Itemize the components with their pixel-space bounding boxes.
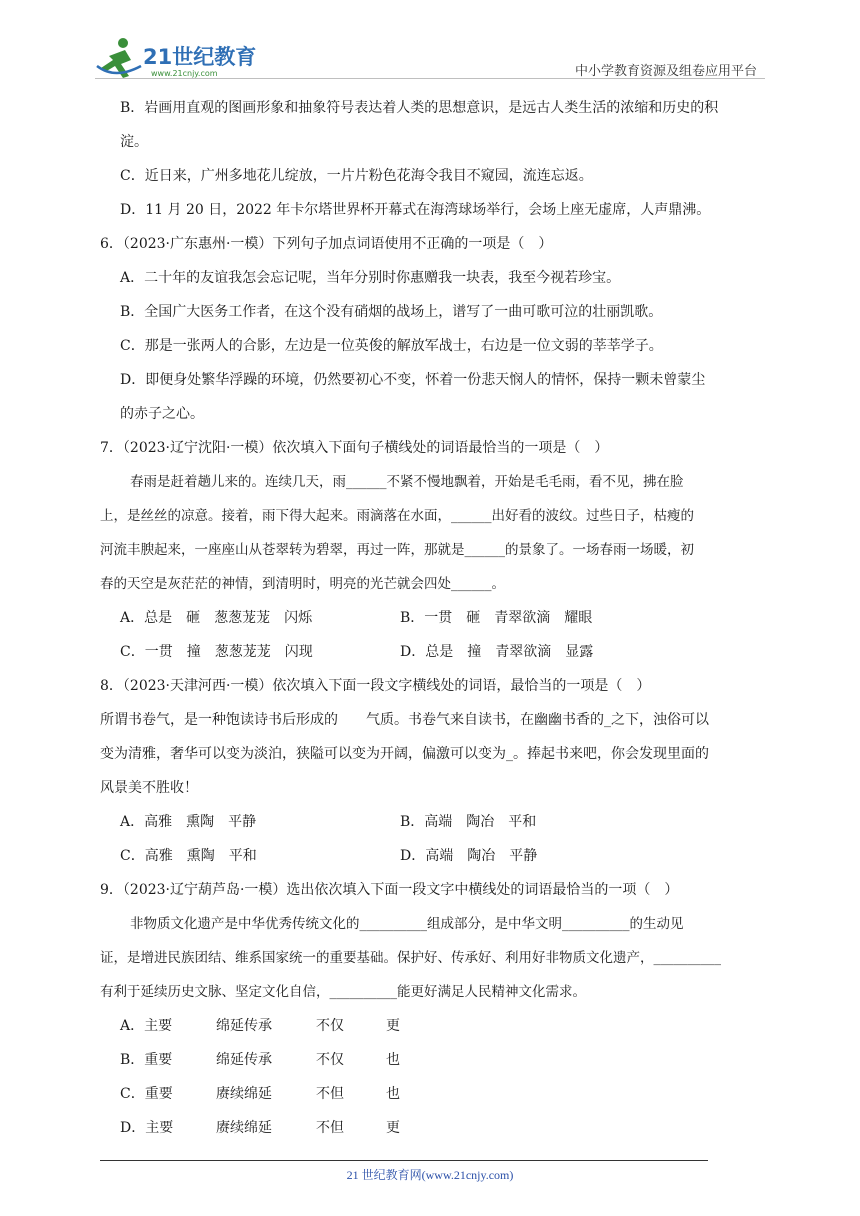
q9-option-cell: 绵延传承 (216, 1052, 272, 1068)
runner-icon (97, 38, 141, 78)
q9-option-cell: 不但 (316, 1086, 344, 1102)
q6-option-c: C．那是一张两人的合影，左边是一位英俊的解放军战士，右边是一位文弱的莘莘学子。 (120, 338, 663, 354)
q9-passage-line: 非物质文化遗产是中华优秀传统文化的__________组成部分，是中华文明__________的生动见 (130, 916, 684, 932)
q6-option-d-cont: 的赤子之心。 (120, 406, 204, 422)
q9-option-cell: 不仅 (316, 1018, 344, 1034)
q5-option-d: D．11 月 20 日，2022 年卡尔塔世界杯开幕式在海湾球场举行，会场上座无虚席，人声鼎沸。 (120, 202, 711, 218)
q9-option-row (100, 1050, 765, 1084)
page-header (95, 36, 765, 82)
q9-option-cell: 赓续绵延 (216, 1120, 272, 1136)
q8-options-row (100, 846, 765, 880)
q9-option-cell: 不仅 (316, 1052, 344, 1068)
q9-option-cell: 不但 (316, 1120, 344, 1136)
footer-link[interactable]: 21 世纪教育网(www.21cnjy.com) (346, 1168, 514, 1182)
q9-option-cell: B．重要 (120, 1052, 173, 1068)
q8-option-a: A．高雅 熏陶 平静 (120, 814, 257, 830)
q9-option-cell: 也 (386, 1086, 400, 1102)
q9-option-cell: A．主要 (120, 1018, 173, 1034)
q7-stem: 7．（2023·辽宁沈阳·一模）依次填入下面句子横线处的词语最恰当的一项是（ ） (100, 440, 609, 456)
q9-option-row (100, 1118, 765, 1152)
q5-option-b-cont: 淀。 (120, 134, 148, 150)
q9-option-row (100, 1016, 765, 1050)
q8-option-d: D．高端 陶冶 平静 (400, 848, 538, 864)
q7-passage-line: 河流丰腴起来，一座座山从苍翠转为碧翠，再过一阵，那就是______的景象了。一场春雨一场暖，初 (100, 542, 694, 558)
header-divider (95, 78, 765, 79)
q9-passage-line: 证，是增进民族团结、维系国家统一的重要基础。保护好、传承好、利用好非物质文化遗产，__________ (100, 950, 721, 966)
q5-option-c: C．近日来，广州多地花儿绽放，一片片粉色花海令我目不窥园，流连忘返。 (120, 168, 593, 184)
q7-passage-line: 上，是丝丝的凉意。接着，雨下得大起来。雨滴落在水面，______出好看的波纹。过些日子，枯瘦的 (100, 508, 694, 524)
q5-option-b: B．岩画用直观的图画形象和抽象符号表达着人类的思想意识，是远古人类生活的浓缩和历史的积 (120, 100, 719, 116)
q8-passage-line: 风景美不胜收！ (100, 780, 198, 796)
footer-divider (100, 1160, 708, 1161)
q9-option-cell: 也 (386, 1052, 400, 1068)
q9-option-cell: 绵延传承 (216, 1018, 272, 1034)
q8-option-b: B．高端 陶冶 平和 (400, 814, 537, 830)
q7-option-a: A．总是 砸 葱葱茏茏 闪烁 (120, 610, 313, 626)
q7-option-b: B．一贯 砸 青翠欲滴 耀眼 (400, 610, 593, 626)
logo-url: www.21cnjy.com (151, 69, 218, 78)
q6-stem: 6．（2023·广东惠州·一模）下列句子加点词语使用不正确的一项是（ ） (100, 236, 553, 252)
q6-option-d: D．即便身处繁华浮躁的环境，仍然要初心不变，怀着一份悲天悯人的情怀，保持一颗未曾蒙尘 (120, 372, 706, 388)
q7-passage-line: 春雨是赶着趟儿来的。连续几天，雨______不紧不慢地飘着，开始是毛毛雨，看不见，拂在脸 (130, 474, 684, 490)
q7-option-c: C．一贯 撞 葱葱茏茏 闪现 (120, 644, 313, 660)
q8-stem: 8．（2023·天津河西·一模）依次填入下面一段文字横线处的词语，最恰当的一项是（ ） (100, 678, 651, 694)
q9-option-cell: 赓续绵延 (216, 1086, 272, 1102)
q9-option-row (100, 1084, 765, 1118)
q7-option-d: D．总是 撞 青翠欲滴 显露 (400, 644, 594, 660)
q7-passage-line: 春的天空是灰茫茫的神情，到清明时，明亮的光芒就会四处______。 (100, 576, 505, 592)
logo-text: 21世纪教育 (143, 45, 257, 69)
site-logo (95, 36, 270, 80)
q8-option-c: C．高雅 熏陶 平和 (120, 848, 257, 864)
q6-option-b: B．全国广大医务工作者，在这个没有硝烟的战场上，谱写了一曲可歌可泣的壮丽凯歌。 (120, 304, 663, 320)
brand-text: 中小学教育资源及组卷应用平台 (574, 63, 757, 78)
q9-passage-line: 有利于延续历史文脉、坚定文化自信，__________能更好满足人民精神文化需求。 (100, 984, 586, 1000)
q9-option-cell: 更 (386, 1018, 400, 1034)
q9-stem: 9．（2023·辽宁葫芦岛·一模）选出依次填入下面一段文字中横线处的词语最恰当的一项（ ） (100, 882, 679, 898)
q9-option-cell: 更 (386, 1120, 400, 1136)
q8-passage-line: 所谓书卷气，是一种饱读诗书后形成的 气质。书卷气来自读书，在幽幽书香的_之下，浊俗可以 (100, 712, 709, 728)
q6-option-a: A．二十年的友谊我怎会忘记呢，当年分别时你惠赠我一块表，我至今视若珍宝。 (120, 270, 621, 286)
q7-options-row (100, 608, 765, 642)
q7-options-row (100, 642, 765, 676)
q8-passage-line: 变为清雅，奢华可以变为淡泊，狭隘可以变为开阔，偏激可以变为_。捧起书来吧，你会发现里面的 (100, 746, 709, 762)
q9-option-cell: D．主要 (120, 1120, 174, 1136)
q8-options-row (100, 812, 765, 846)
question-content (100, 98, 765, 1152)
q9-option-cell: C．重要 (120, 1086, 173, 1102)
